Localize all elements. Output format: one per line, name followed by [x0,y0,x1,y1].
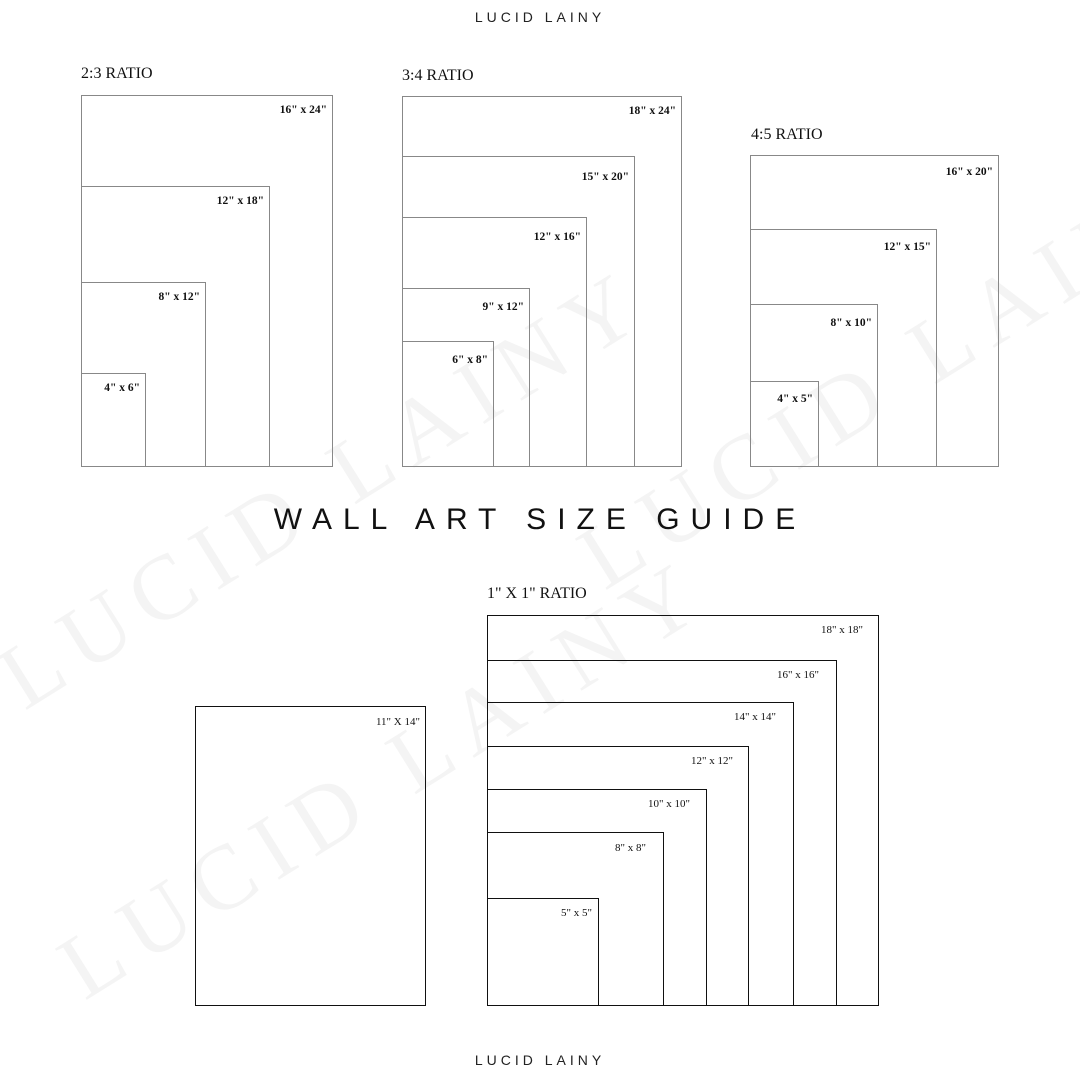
size-label: 18" x 18" [821,624,863,636]
size-label: 18" x 24" [628,105,676,117]
size-label: 6" x 8" [452,354,488,366]
size-label: 4" x 6" [104,382,140,394]
frame-5x5 [487,898,599,1006]
brand-header: LUCID LAINY [474,9,606,25]
size-label: 15" x 20" [581,171,629,183]
size-label: 12" x 15" [883,241,931,253]
size-label: 16" x 20" [945,166,993,178]
size-label: 4" x 5" [777,393,813,405]
size-label: 8" x 12" [158,291,200,303]
ratio-title-3-4: 3:4 RATIO [402,67,474,84]
page-title: WALL ART SIZE GUIDE [273,503,807,536]
size-label: 16" x 16" [777,669,819,681]
size-label: 9" x 12" [482,301,524,313]
frame-6x8 [402,341,494,467]
frame-4x6 [81,373,146,467]
frame-11x14 [195,706,426,1006]
ratio-title-1-1: 1" X 1" RATIO [487,585,587,602]
size-label: 14" x 14" [734,711,776,723]
size-label: 11" X 14" [375,716,420,728]
size-label: 5" x 5" [561,907,592,919]
ratio-title-4-5: 4:5 RATIO [751,126,823,143]
ratio-title-2-3: 2:3 RATIO [81,65,153,82]
size-label: 12" x 16" [533,231,581,243]
brand-footer: LUCID LAINY [474,1052,606,1068]
size-label: 8" x 8" [615,842,646,854]
size-label: 12" x 18" [216,195,264,207]
frame-4x5 [750,381,819,467]
size-label: 8" x 10" [830,317,872,329]
size-label: 12" x 12" [691,755,733,767]
size-label: 16" x 24" [279,104,327,116]
size-label: 10" x 10" [648,798,690,810]
